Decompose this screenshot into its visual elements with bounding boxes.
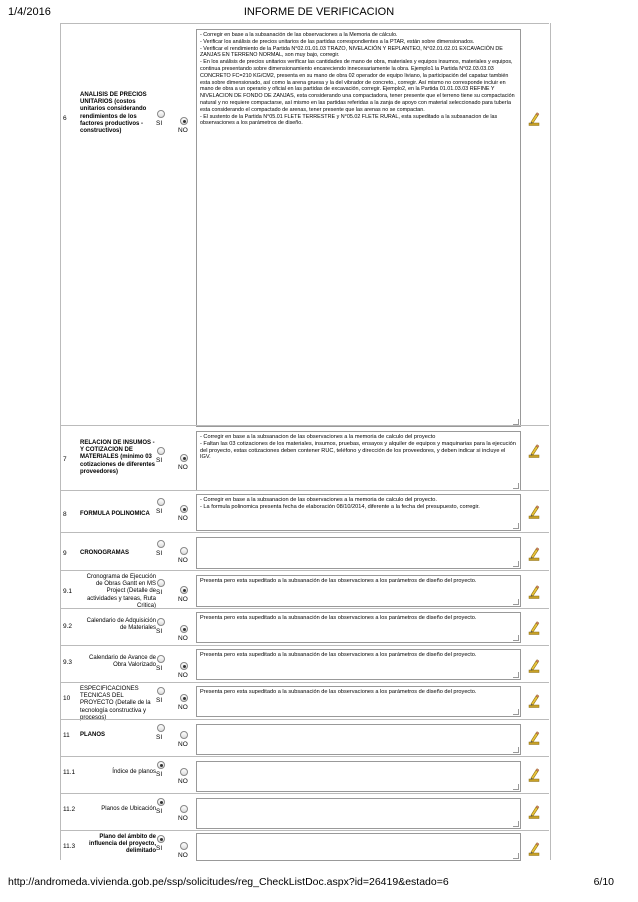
si-radio[interactable] (157, 540, 165, 548)
no-label: NO (178, 127, 188, 134)
item-number: 10 (63, 695, 71, 702)
observation-textarea[interactable] (196, 833, 521, 861)
si-label: SI (156, 550, 163, 557)
si-label: SI (156, 697, 163, 704)
no-label: NO (178, 464, 188, 471)
item-number: 11.1 (63, 769, 76, 776)
no-radio[interactable] (180, 454, 188, 462)
item-number: 11.3 (63, 843, 76, 850)
si-radio[interactable] (157, 835, 165, 843)
si-radio[interactable] (157, 798, 165, 806)
pencil-edit-icon[interactable] (528, 585, 540, 599)
observation-textarea[interactable] (196, 537, 521, 569)
checklist-row-11-3 (60, 830, 549, 860)
si-radio[interactable] (157, 447, 165, 455)
si-label: SI (156, 808, 163, 815)
item-label: FORMULA POLINOMICA (80, 511, 150, 517)
checklist-row-11-1 (60, 756, 549, 793)
pencil-edit-icon[interactable] (528, 659, 540, 673)
checklist-row-11-2 (60, 793, 549, 830)
print-date: 1/4/2016 (8, 6, 51, 18)
item-number: 9.3 (63, 659, 73, 666)
observation-textarea[interactable]: Presenta pero esta supeditado a la subsanación de las observaciones a los parámetros de diseño del proyecto. (196, 686, 521, 717)
item-number: 11.2 (63, 806, 76, 813)
no-label: NO (178, 635, 188, 642)
si-label: SI (156, 589, 163, 596)
checklist-row-9-3 (60, 645, 549, 682)
no-radio[interactable] (180, 662, 188, 670)
observation-textarea[interactable]: Presenta pero esta supeditado a la subsanación de las observaciones a los parámetros de diseño del proyecto. (196, 649, 521, 680)
si-label: SI (156, 845, 163, 852)
observation-textarea[interactable]: Presenta pero esta supeditado a la subsanación de las observaciones a los parámetros de diseño del proyecto. (196, 575, 521, 607)
no-radio[interactable] (180, 625, 188, 633)
item-label: Calendario de Avance de Obra Valorizado (89, 655, 156, 669)
pencil-edit-icon[interactable] (528, 505, 540, 519)
item-number: 9.2 (63, 623, 73, 630)
no-radio[interactable] (180, 694, 188, 702)
pencil-edit-icon[interactable] (528, 112, 540, 126)
item-label: CRONOGRAMAS (80, 550, 129, 556)
si-radio[interactable] (157, 618, 165, 626)
no-label: NO (178, 815, 188, 822)
no-label: NO (178, 672, 188, 679)
no-label: NO (178, 852, 188, 859)
no-radio[interactable] (180, 117, 188, 125)
si-label: SI (156, 120, 163, 127)
si-label: SI (156, 457, 163, 464)
si-label: SI (156, 734, 163, 741)
observation-textarea[interactable]: - Corregir en base a la subsanacion de las observaciones a la memoria de calculo del proyecto - Faltan las 03 cotizaciones de los materiales, insumos, pruebas, ensayos y alquiler de equipos y maquinarias para la ejecución del proyecto, estas cotizaciones deben contener RUC, teléfono y dirección de los proveedores, y deben indicar si incluye el IGV. (196, 431, 521, 491)
observation-textarea[interactable]: - Corregir en base a la subsanación de las observaciones a la Memoria de cálculo. - Verificar los análisis de precios unitarios de las partidas correspondientes a la PTAR, están sobre dimensionados. - Verificar el rendimiento de la Partida N°02.01.01.03 TRAZO, NIVELACIÓN Y REPLANTEO, N°02.01.02.01 EXCAVACIÓN DE ZANJAS EN TERRENO NORMAL, son muy bajo, corregir. - En los análisis de precios unitarios verificar las cantidades de mano de obra, materiales y equipos insumos, materiales y equipos, continua presentando sobre dimensionamiento encareciendo innecesariamente la obra. Ejemplo1 la Partida N°02.03.03.03 CONCRETO FC=210 KG/CM2, presenta en su mano de obra 02 operador de equipo liviano, la participación del capataz también esta sobre dimensionado, así como la arena gruesa y la del vibrador de concreto., corregir. Así mismo no corresponde incluir en mano de obra a un operario y oficial en las partidas de excavación, corregir. Ejemplo2, en la Partida 01.01.03.03 REFINE Y NIVELACION DE FONDO DE ZANJAS, esta considerando una compactadora, tener presente que el terreno tiene su compactación natural y no requiere compactarse, así mismo en las partidas referidas a la zanja de apoyo con material seleccionado para tubería esta considerando el compactado de arenas, tener presente que las arenas no se compactan. - El sustento de la Partida N°05.01 FLETE TERRESTRE y N°05.02 FLETE RURAL, esta supeditado a la subsanacion de las observaciones a los parámetros de diseño. (196, 29, 521, 427)
checklist-row-7 (60, 425, 549, 490)
si-radio[interactable] (157, 655, 165, 663)
item-number: 9.1 (63, 588, 73, 595)
observation-textarea[interactable]: Presenta pero esta supeditado a la subsanación de las observaciones a los parámetros de diseño del proyecto. (196, 612, 521, 643)
si-radio[interactable] (157, 687, 165, 695)
pencil-edit-icon[interactable] (528, 768, 540, 782)
pencil-edit-icon[interactable] (528, 842, 540, 856)
no-label: NO (178, 778, 188, 785)
checklist-row-9-1 (60, 570, 549, 608)
item-number: 9 (63, 550, 67, 557)
item-label: PLANOS (80, 732, 106, 738)
item-number: 11 (63, 732, 70, 739)
item-label: Índice de planos (112, 769, 156, 775)
no-radio[interactable] (180, 547, 188, 555)
observation-textarea[interactable] (196, 761, 521, 792)
no-label: NO (178, 741, 188, 748)
page-footer (0, 876, 638, 890)
observation-textarea[interactable] (196, 724, 521, 755)
page-number: 6/10 (593, 876, 614, 888)
si-label: SI (156, 628, 163, 635)
pencil-edit-icon[interactable] (528, 731, 540, 745)
checklist-row-8 (60, 490, 549, 532)
no-radio[interactable] (180, 505, 188, 513)
checklist-row-11 (60, 719, 549, 756)
si-label: SI (156, 508, 163, 515)
si-radio[interactable] (157, 498, 165, 506)
pencil-edit-icon[interactable] (528, 621, 540, 635)
no-radio[interactable] (180, 805, 188, 813)
page-url: http://andromeda.vivienda.gob.pe/ssp/solicitudes/reg_CheckListDoc.aspx?id=26419&estado=6 (8, 876, 449, 888)
item-label: ESPECIFICACIONES TECNICAS DEL PROYECTO (Detalle de la tecnología constructiva y procesos) (80, 686, 151, 721)
item-number: 7 (63, 456, 67, 463)
item-number: 8 (63, 511, 67, 518)
checklist-row-9 (60, 532, 549, 570)
no-label: NO (178, 557, 188, 564)
item-label: Calendario de Adquisición de Materiales (86, 618, 156, 632)
no-label: NO (178, 596, 188, 603)
checklist-row-6 (60, 23, 549, 425)
item-label: Plano del ámbito de influencia del proyecto, delimitado (88, 834, 156, 855)
si-radio[interactable] (157, 579, 165, 587)
observation-textarea[interactable] (196, 798, 521, 829)
page-title: INFORME DE VERIFICACION (243, 6, 395, 18)
pencil-edit-icon[interactable] (528, 694, 540, 708)
item-label: Cronograma de Ejecución de Obras Gantt en MS Project (Detalle de actividades y tareas, Ruta Critica) (86, 574, 156, 609)
checklist-row-10 (60, 682, 549, 719)
page-header (0, 6, 638, 20)
pencil-edit-icon[interactable] (528, 444, 540, 458)
pencil-edit-icon[interactable] (528, 547, 540, 561)
no-radio[interactable] (180, 586, 188, 594)
item-label: RELACION DE INSUMOS - Y COTIZACION DE MATERIALES (mínimo 03 cotizaciones de diferentes proveedores) (80, 440, 156, 475)
si-label: SI (156, 665, 163, 672)
item-label: ANALISIS DE PRECIOS UNITARIOS (costos unitarios considerando rendimientos de los factores productivos - constructivos) (80, 92, 147, 135)
no-radio[interactable] (180, 731, 188, 739)
si-radio[interactable] (157, 110, 165, 118)
no-label: NO (178, 704, 188, 711)
no-radio[interactable] (180, 842, 188, 850)
no-label: NO (178, 515, 188, 522)
item-label: Planos de Ubicación (101, 806, 156, 812)
no-radio[interactable] (180, 768, 188, 776)
observation-textarea[interactable]: - Corregir en base a la subsanacion de las observaciones a la memoria de calculo del proyecto. - La formula polinomica presenta fecha de elaboración 08/10/2014, diferente a la fecha del presupuesto, corregir. (196, 494, 521, 531)
pencil-edit-icon[interactable] (528, 805, 540, 819)
si-radio[interactable] (157, 761, 165, 769)
item-number: 6 (63, 115, 67, 122)
si-label: SI (156, 771, 163, 778)
si-radio[interactable] (157, 724, 165, 732)
checklist-row-9-2 (60, 608, 549, 645)
